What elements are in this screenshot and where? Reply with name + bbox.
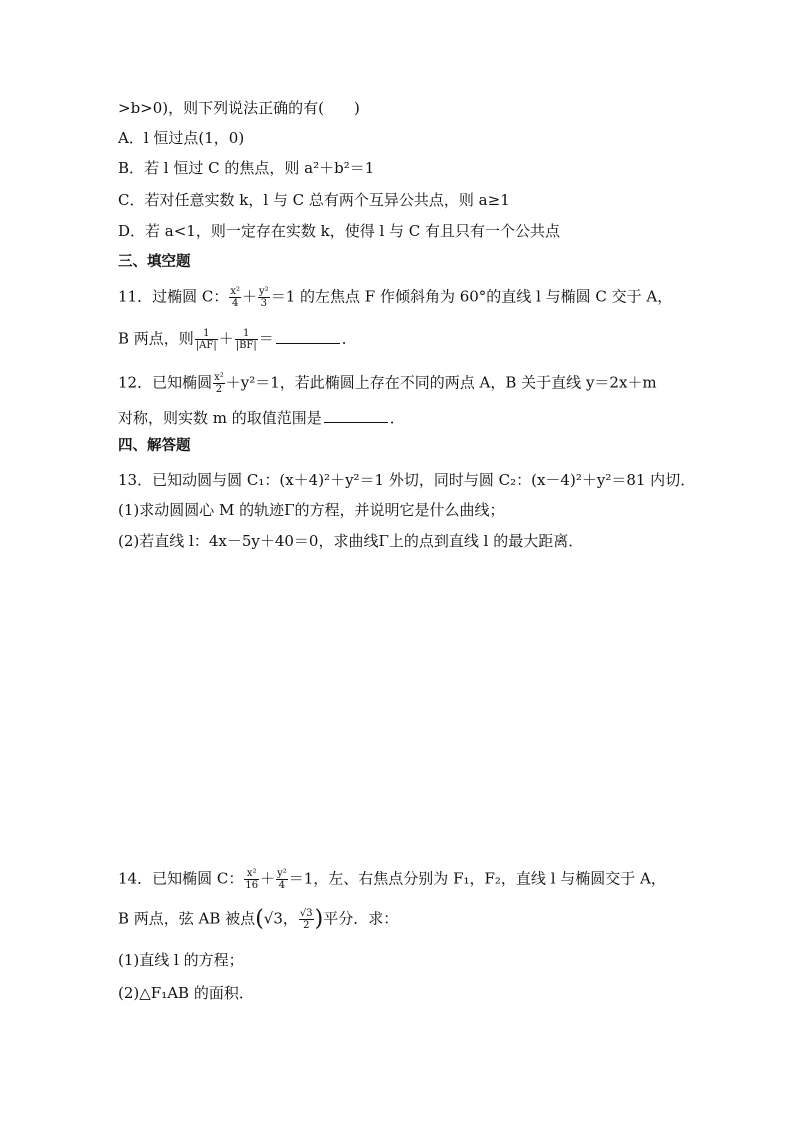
q11-plus: ＋ <box>242 287 258 306</box>
q14-frac-x: $\frac{\text{x²}}{16}$ <box>245 868 259 891</box>
section-solution-heading: 四、解答题 <box>118 438 191 454</box>
q12-text-a: 12．已知椭圆 <box>118 373 213 392</box>
q13-statement: 13．已知动圆与圆 C₁：(x＋4)²＋y²＝1 外切，同时与圆 C₂：(x－4)²＋y²＝81 内切． <box>118 471 696 489</box>
q12-line2: 对称，则实数 m 的取值范围是 ． <box>118 409 405 427</box>
q13-part2: (2)若直线 l：4x－5y＋40＝0，求曲线Γ上的点到直线 l 的最大距离． <box>118 532 584 550</box>
q10-option-b: B．若 l 恒过 C 的焦点，则 a²＋b²＝1 <box>118 159 375 177</box>
section-fill-in-heading: 三、填空题 <box>118 254 191 270</box>
q11-line2: B 两点，则 $\frac{1}{|AF|}$ ＋ $\frac{1}{|BF|}$ ＝ ． <box>118 328 357 351</box>
q11-frac-x: $\frac{\text{x²}}{4}$ <box>230 286 240 309</box>
q11-text-c: B 两点，则 <box>118 329 194 348</box>
q12-line1 <box>118 372 657 395</box>
q11-frac-af: $\frac{1}{|AF|}$ <box>195 328 217 351</box>
q11-frac-bf: $\frac{1}{|BF|}$ <box>235 328 257 351</box>
q10-option-a: A．l 恒过点(1，0) <box>118 129 245 147</box>
q12-text-b: ＋y²＝1，若此椭圆上存在不同的两点 A，B 关于直线 y＝2x＋m <box>225 373 657 392</box>
q13-part1: (1)求动圆圆心 M 的轨迹Γ的方程，并说明它是什么曲线； <box>118 501 505 519</box>
q14-point-x: √3 <box>263 909 283 928</box>
q14-line1: 14．已知椭圆 C： $\frac{\text{x²}}{16}$ ＋ $\frac{\text{y²}}{4}$ ＝1，左、右焦点分别为 F₁，F₂，直线 l 与椭圆交于 A， <box>118 868 666 891</box>
q14-line2: B 两点，弦 AB 被点(√3， $\frac{√3}{2}$ )平分．求： <box>118 906 399 932</box>
q10-option-c: C．若对任意实数 k，l 与 C 总有两个互异公共点，则 a≥1 <box>118 191 510 209</box>
q12-answer-blank[interactable] <box>324 408 388 423</box>
q11-line1 <box>118 286 672 309</box>
q10-option-d: D．若 a<1，则一定存在实数 k，使得 l 与 C 有且只有一个公共点 <box>118 222 561 240</box>
q11-answer-blank[interactable] <box>276 329 340 344</box>
q11-frac-y: $\frac{\text{y²}}{3}$ <box>259 286 269 309</box>
q11-text-a: 11．过椭圆 C： <box>118 287 229 306</box>
q12-frac-x: $\frac{\text{x²}}{2}$ <box>214 372 224 395</box>
q10-tail: >b>0)，则下列说法正确的有( ) <box>118 99 360 117</box>
q14-part1: (1)直线 l 的方程； <box>118 951 244 969</box>
q14-part2: (2)△F₁AB 的面积． <box>118 984 254 1002</box>
q11-text-b: ＝1 的左焦点 F 作倾斜角为 60°的直线 l 与椭圆 C 交于 A， <box>270 287 673 306</box>
q14-frac-point-y: $\frac{√3}{2}$ <box>299 908 313 931</box>
q14-frac-y: $\frac{\text{y²}}{4}$ <box>277 868 287 891</box>
